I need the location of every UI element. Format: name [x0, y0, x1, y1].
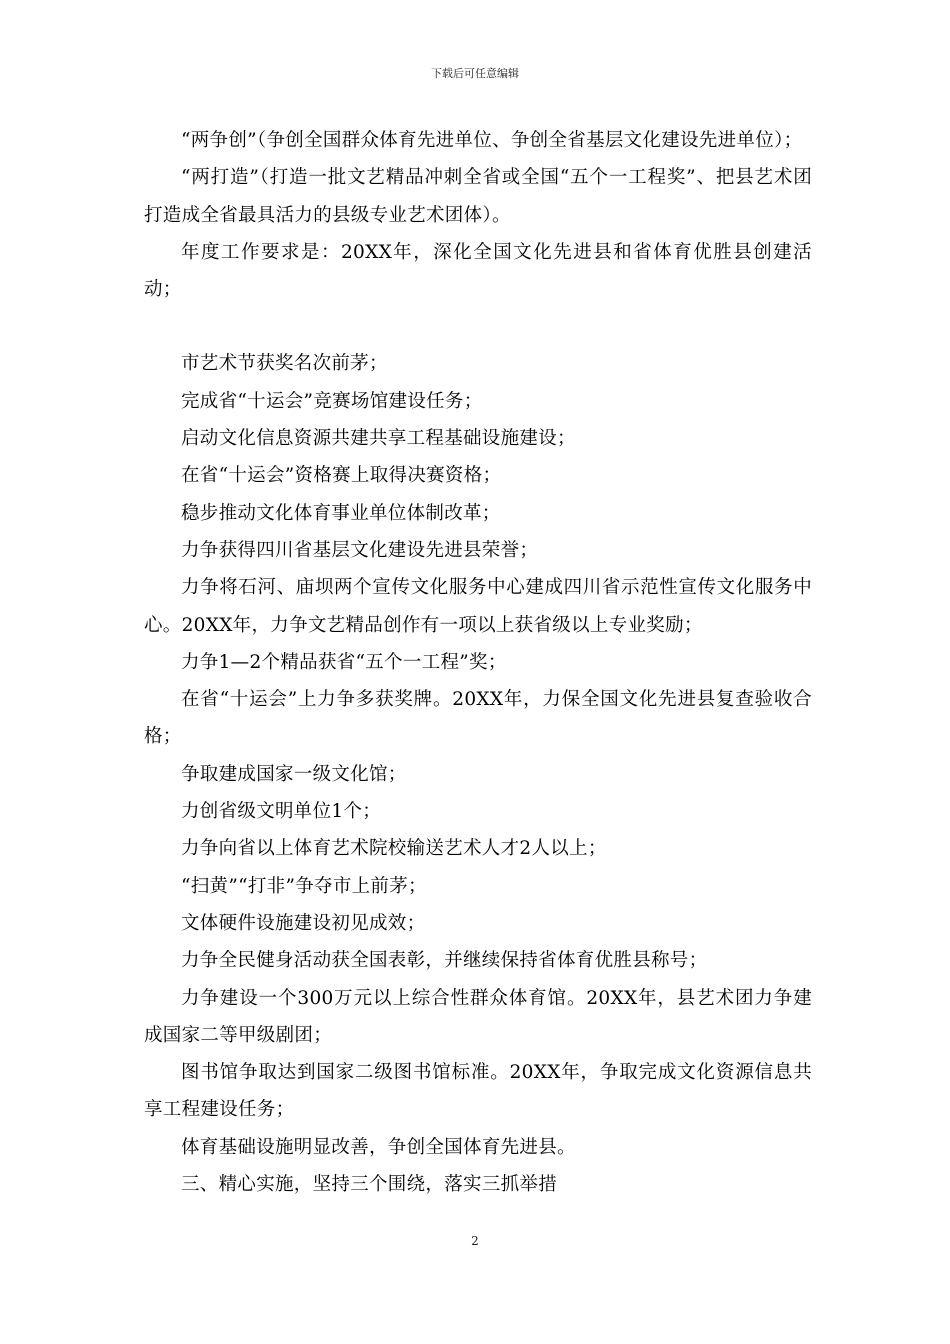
section-heading: 三、精心实施，坚持三个围绕，落实三抓举措	[181, 1174, 558, 1196]
paragraph: 力争1—2个精品获省“五个一工程”奖；	[181, 651, 507, 673]
paragraph: 力创省级文明单位1个；	[181, 801, 382, 823]
paragraph: 图书馆争取达到国家二级图书馆标准。20XX年，争取完成文化资源信息共享工程建设任务；	[144, 1062, 812, 1121]
paragraph: “两争创”（争创全国群众体育先进单位、争创全省基层文化建设先进单位）；	[181, 130, 803, 151]
paragraph: “两打造”（打造一批文艺精品冲刺全省或全国“五个一工程奖”、把县艺术团打造成全省最具活力的县级专业艺术团体）。	[144, 167, 812, 226]
document-body	[144, 122, 812, 1203]
paragraph: 体育基础设施明显改善，争创全国体育先进县。	[181, 1136, 576, 1158]
paragraph: 文体硬件设施建设初见成效；	[181, 912, 426, 934]
paragraph: 在省“十运会”资格赛上取得决赛资格；	[181, 465, 502, 487]
paragraph: 力争获得四川省基层文化建设先进县荣誉；	[181, 539, 539, 561]
page-header: 下载后可任意编辑	[431, 67, 519, 80]
blank-line	[144, 308, 812, 345]
paragraph: 启动文化信息资源共建共享工程基础设施建设；	[181, 428, 576, 450]
paragraph: 在省“十运会”上力争多获奖牌。20XX年，力保全国文化先进县复查验收合格；	[144, 689, 812, 748]
paragraph: 年度工作要求是：20XX年，深化全国文化先进县和省体育优胜县创建活动；	[144, 241, 812, 301]
paragraph: 力争向省以上体育艺术院校输送艺术人才2人以上；	[181, 838, 607, 860]
paragraph: 力争建设一个300万元以上综合性群众体育馆。20XX年，县艺术团力争建成国家二等甲级剧团；	[144, 987, 812, 1046]
paragraph: 完成省“十运会”竞赛场馆建设任务；	[181, 390, 483, 412]
paragraph: 争取建成国家一级文化馆；	[181, 763, 407, 785]
page-number: 2	[471, 1234, 479, 1248]
paragraph: “扫黄”“打非”争夺市上前茅；	[181, 875, 427, 897]
paragraph: 力争全民健身活动获全国表彰，并继续保持省体育优胜县称号；	[181, 950, 708, 972]
paragraph: 力争将石河、庙坝两个宣传文化服务中心建成四川省示范性宣传文化服务中心。20XX年，力争文艺精品创作有一项以上获省级以上专业奖励；	[144, 577, 812, 636]
paragraph: 稳步推动文化体育事业单位体制改革；	[181, 502, 501, 524]
paragraph: 市艺术节获奖名次前茅；	[181, 353, 388, 375]
